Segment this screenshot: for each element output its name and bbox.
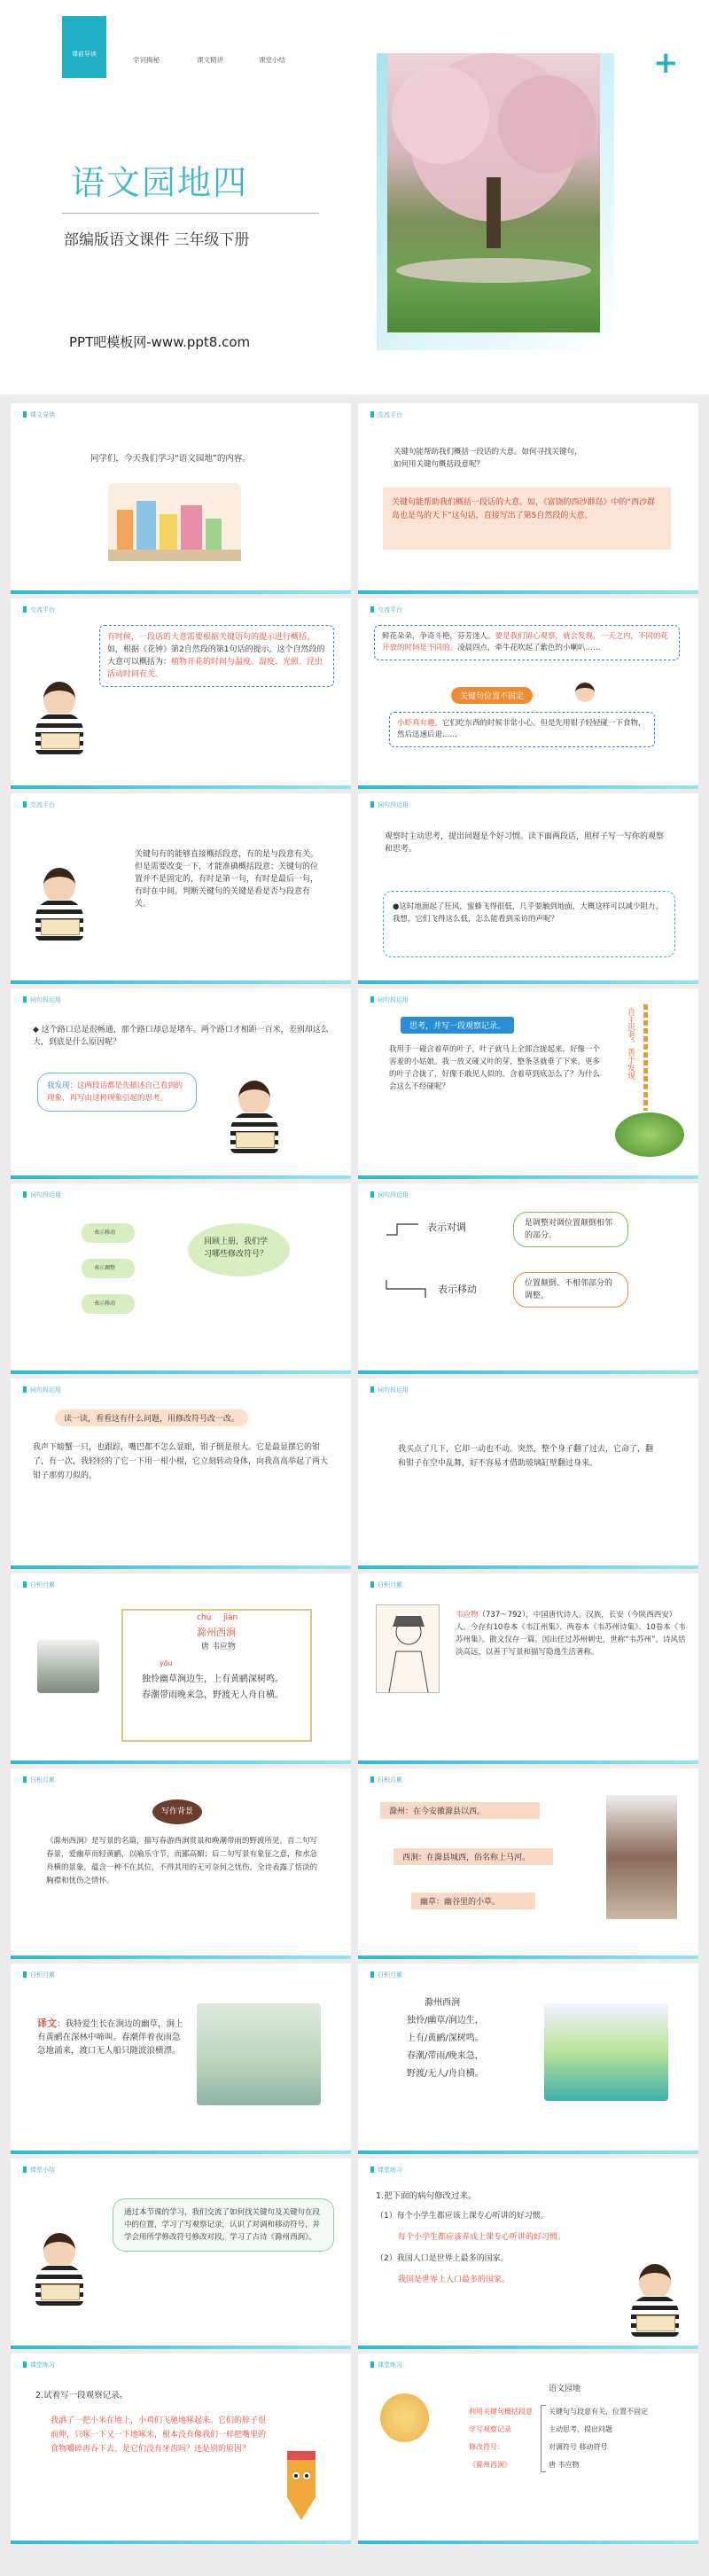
- symbol-card-3: 表示移动: [82, 1294, 135, 1314]
- slide-poem: [11, 1573, 351, 1764]
- example-1-tail: 凌晨四点，牵牛花吹起了紫色的小喇叭……: [457, 644, 601, 652]
- exercise-question: 2.试着写一段观察记录。: [35, 2391, 129, 2400]
- note-2: 西涧：在滁县城西，俗名称上马河。: [393, 1848, 553, 1865]
- slide-rhythm: [358, 1963, 698, 2154]
- slide-intro: [11, 403, 351, 594]
- intro-text-1: 关键句能帮助我们概括一段话的大意。如何寻找关键句，: [393, 448, 582, 457]
- slide-summary: [11, 2158, 351, 2349]
- slide-header: 日积月累: [370, 1971, 402, 1979]
- poem-author: 唐 韦应物: [201, 1643, 236, 1651]
- tip-red-2: 植物开花的时间与温度、湿度、光照、昆虫活动时间有关。: [107, 658, 323, 679]
- review-bubble-text: 回顾上册，我们学习哪些修改符号？: [204, 1237, 269, 1259]
- example-1-red: 要是我们留心观察，就会发现，一天之内，不同的花开放的时间是不同的。: [382, 632, 669, 652]
- slide-author: [358, 1573, 698, 1764]
- example-box: [383, 891, 675, 957]
- slide-position: [358, 598, 698, 789]
- cover-slide: [0, 0, 709, 394]
- slide-mimosa: [358, 988, 698, 1179]
- example-box-2: [389, 712, 655, 747]
- slide-footer-bar: [358, 2346, 698, 2349]
- mindmap-right-3: 对调符号 移动符号: [549, 2443, 608, 2451]
- pinyin-you: yōu: [160, 1659, 173, 1667]
- slide-header: 交流平台: [23, 605, 55, 614]
- slide-footer-bar: [11, 2151, 351, 2154]
- boat-painting: [544, 2003, 668, 2101]
- slide-header: 词句段运用: [370, 800, 409, 809]
- example-text: 关键句能帮助我们概括一段话的大意。如，《富饶的西沙群岛》中的“西沙群岛也是鸟的天下”这句话，直接写出了第5自然段的大意。: [392, 498, 656, 520]
- intro-text-2: 如何用关键句概括段意呢？: [393, 460, 485, 469]
- title-underline: [62, 213, 319, 214]
- girl-reading-illustration: [28, 864, 90, 944]
- slide-footer-bar: [11, 1955, 351, 1959]
- swap-desc: 是调整对调位置颠倒相邻的部分。: [525, 1219, 613, 1240]
- slide-footer-bar: [11, 2346, 351, 2349]
- author-portrait: [376, 1604, 440, 1693]
- slide-symbols-review: [11, 1183, 351, 1374]
- plus-icon[interactable]: +: [653, 45, 679, 81]
- mimosa-text: 我用手一碰含着草的叶子，叶子就马上全部合拢起来，好像一个害羞的小姑娘。我一放又碰又叶的芽，整条茎就垂了下来。更多的叶子合拢了，好像不敢见人似的。含着草到底怎么了？为什么会这么不经碰呢？: [389, 1045, 601, 1091]
- slide-footer-bar: [11, 1370, 351, 1374]
- finding-bubble: [37, 1073, 197, 1112]
- background-badge: [152, 1799, 202, 1824]
- rhythm-line-2: 上有/黄鹂/深树鸣。: [407, 2033, 484, 2043]
- mountain-painting: [606, 1795, 677, 1919]
- example-1-text: 鲜花朵朵，争奇斗艳，芬芳迷人。: [382, 632, 495, 641]
- mindmap-left-3: 修改符号：: [469, 2443, 504, 2451]
- slide-footer-bar: [11, 785, 351, 789]
- slide-footer-bar: [358, 590, 698, 594]
- slide-header: 课堂练习: [370, 2361, 402, 2369]
- slide-footer-bar: [358, 2541, 698, 2544]
- rhythm-line-1: 独怜/幽草/涧边生，: [407, 2016, 484, 2026]
- nav-tab-summary[interactable]: 课堂小结: [259, 56, 285, 64]
- tip-red-1: 有时候，一段话的大意需要根据关键语句的提示进行概括。: [107, 633, 316, 642]
- exercise-answer-2: 我国是世界上人口最多的国家。: [398, 2275, 510, 2284]
- slide-footer-bar: [11, 590, 351, 594]
- slide-header: 词句段运用: [370, 1190, 409, 1199]
- poem-title: 滁州西涧: [197, 1627, 236, 1638]
- mindmap-root: 语文园地: [549, 2385, 581, 2393]
- move-desc-box: [513, 1272, 628, 1308]
- pencil-mascot: [277, 2451, 325, 2522]
- background-badge-text: 写作背景: [160, 1807, 193, 1816]
- slide-edit-1: [11, 1378, 351, 1569]
- review-bubble: [188, 1223, 290, 1276]
- slide-header: 词句段运用: [23, 1386, 61, 1394]
- girl-reading-illustration: [223, 1077, 285, 1157]
- ink-landscape: [37, 1640, 99, 1693]
- slide-footer-bar: [11, 1760, 351, 1764]
- mindmap-right-2: 主动思考，提出问题: [549, 2425, 612, 2433]
- slide-header: 日积月累: [23, 1971, 55, 1979]
- slide-edit-2: [358, 1378, 698, 1569]
- symbol-card-2: 表示调整: [82, 1259, 135, 1278]
- example-box: [383, 488, 671, 550]
- river-painting: [197, 2003, 321, 2105]
- cover-site: PPT吧模板网-www.ppt8.com: [69, 334, 251, 350]
- nav-tab-lesson[interactable]: 课文精讲: [197, 56, 223, 64]
- mindmap-bracket: [541, 2405, 546, 2472]
- slide-footer-bar: [358, 1760, 698, 1764]
- mindmap-left-4: 《滁州西涧》: [469, 2461, 511, 2469]
- tree-illustration: [387, 53, 600, 332]
- slide-background: [11, 1768, 351, 1959]
- slide-footer-bar: [358, 2151, 698, 2154]
- tip-text: 如，根据《花钟》第2自然段的第1句话的提示，这个自然段的大意可以概括为：: [107, 645, 325, 667]
- slide-exercise-2: [11, 2354, 351, 2544]
- move-desc: 位置颠倒、不相邻部分的调整。: [525, 1279, 613, 1300]
- task-pill: 读一读，看看这有什么问题，用修改符号改一改。: [55, 1409, 248, 1426]
- slide-symbols: [358, 1183, 698, 1374]
- question-text: ◆ 这个路口总是很畅通，那个路口却总是堵车。两个路口才相距一百米，差别却这么大，到底是什么原因呢？: [33, 1026, 329, 1047]
- slide-header: 课堂练习: [23, 2361, 55, 2369]
- slide-footer-bar: [11, 980, 351, 984]
- poem-line-2: 春潮带雨晚来急，野渡无人舟自横。: [142, 1690, 284, 1700]
- cover-tree-photo: [387, 53, 600, 332]
- example-text: ●这时地面起了狂风，蜜蜂飞得很低，几乎要触到地面，大概这样可以减少阻力。我想，它们飞得这么低，怎么能看到采访的声呢？: [393, 902, 663, 924]
- summary-box: [113, 2198, 334, 2252]
- edit-passage: 我声下螃蟹一只，也跟踪，嘴巴都不怎么显眼，钳子倒是很大。它是最显摆它的钳了，有一次，我轻轻的了它一下用一根小棍，它立刻转动身体，向我高高举起了两大钳子那剪刀似的。: [33, 1443, 329, 1480]
- slide-header: 交流平台: [370, 605, 402, 614]
- girl-reading-illustration: [624, 2260, 686, 2340]
- slide-footer-bar: [358, 785, 698, 789]
- example-2-text: 它们吃东西的时候非常小心。但是先用钳子轻轻碰一下食物，然后迅速后退……: [397, 719, 646, 739]
- slide-header: 词句段运用: [23, 995, 61, 1004]
- mindmap-left-2: 学写观察记录: [469, 2425, 511, 2433]
- slide-header: 词句段运用: [23, 1190, 61, 1199]
- cover-subtitle: 部编版语文课件 三年级下册: [64, 231, 250, 249]
- slide-crossroad: [11, 988, 351, 1179]
- position-pill: 关键句位置不固定: [451, 687, 533, 704]
- slide-header: 词句段运用: [370, 995, 409, 1004]
- exercise-question: 1.把下面的病句修改过来。: [376, 2191, 477, 2201]
- nav-active-tab[interactable]: 课前导读: [62, 16, 106, 78]
- slide-footer-bar: [358, 1565, 698, 1569]
- translation-text: ：我特爱生长在涧边的幽草，涧上有黄鹂在深林中啼叫。春潮伴着夜雨急急地涌来，渡口无人船只随波浪横漂。: [37, 2019, 183, 2056]
- author-name: 韦应物: [456, 1611, 479, 1620]
- girl-reading-illustration: [28, 678, 90, 758]
- finding-label: 我发现：: [47, 1081, 78, 1090]
- slide-header: 日积月累: [23, 1776, 55, 1784]
- translation-block: [37, 2017, 183, 2057]
- author-bio: [456, 1609, 686, 1659]
- slide-header: 课堂练习: [370, 2166, 402, 2174]
- exercise-answer: 我洒了一把小米在地上，小鸡们飞驰地啄起来。它们的脖子很前伸，只啄一下又一下地啄米，根本没有像我们一样把嘴里的食物嚼碎再吞下去。是它们没有牙齿吗？还是别的原因？: [51, 2416, 267, 2454]
- exercise-item-1: （1）每个小学生都应该上课专心听讲的好习惯。: [376, 2212, 549, 2221]
- slide-header: 日积月累: [370, 1776, 402, 1784]
- author-bio-text: （737～792），中国唐代诗人。汉族，长安（今陕西西安）人。今存有10卷本《韦江州集》、两卷本《韦苏州诗集》、10卷本《韦苏州集》。散文仅存一篇。因出任过苏州刺史，世称“韦苏州”。诗风恬淡高远，以善于写景和描写隐逸生活著称。: [456, 1611, 686, 1657]
- slide-footer-bar: [11, 1175, 351, 1179]
- symbol-card-1: 表示移动: [82, 1223, 135, 1243]
- vertical-slogan: 自主思考、善于发现: [626, 1008, 635, 1080]
- slide-conclusion: [11, 793, 351, 984]
- slide-header: 课堂小结: [23, 2166, 55, 2174]
- move-label: 表示移动: [438, 1284, 477, 1295]
- swap-desc-box: [513, 1212, 628, 1247]
- example-2-red: 小虾真有趣。: [397, 719, 443, 728]
- mindmap-left-1: 利用关键句概括段意: [469, 2408, 533, 2416]
- exercise-answer-1: 每个小学生都应该养成上课专心听讲的好习惯。: [398, 2233, 566, 2242]
- slide-footer-bar: [11, 2541, 351, 2544]
- note-1: 滁州：在今安徽滁县以西。: [380, 1802, 540, 1819]
- flower-decor: [380, 2393, 429, 2442]
- school-illustration: [108, 483, 241, 561]
- slide-key-sentence: [358, 403, 698, 594]
- poem-line-1: 独怜幽草涧边生，上有黄鹂深树鸣。: [142, 1674, 284, 1684]
- translation-label: 译文: [37, 2018, 57, 2029]
- tip-box: [99, 625, 334, 687]
- slide-header: 交流平台: [370, 410, 402, 419]
- slide-header: 日积月累: [23, 1581, 55, 1589]
- conclusion-text: 关键句有的能够直接概括段意，有的是与段意有关。但是需要改变一下，才能准确概括段意；关键句的位置并不是固定的，有时是第一句，有时是最后一句，有时在中间。判断关键句的关键是看是否与段意有关。: [135, 850, 319, 909]
- slide-translation: [11, 1963, 351, 2154]
- vertical-chain-decor: [643, 1004, 648, 1111]
- slide-footer-bar: [358, 1955, 698, 1959]
- note-3: 幽草：幽谷里的小草。: [411, 1893, 535, 1909]
- rhythm-title: 滁州西涧: [425, 1998, 460, 2008]
- mimosa-photo: [615, 1112, 684, 1157]
- move-symbol-icon: [385, 1276, 429, 1303]
- slide-summarize: [11, 598, 351, 789]
- nav-tab-words[interactable]: 学词揭秘: [133, 56, 160, 64]
- swap-symbol-icon: [385, 1221, 420, 1238]
- slide-header: 日积月累: [370, 1581, 402, 1589]
- observe-text: 观察时主动思考，提出问题是个好习惯。读下面两段话，照样子写一写你的观察和思考。: [385, 832, 665, 854]
- rhythm-line-4: 野渡/无人/舟自横。: [407, 2069, 484, 2079]
- pinyin-jian: jiàn: [223, 1613, 238, 1622]
- slide-footer-bar: [358, 980, 698, 984]
- swap-label: 表示对调: [427, 1222, 466, 1233]
- pinyin-chu: chú: [197, 1613, 212, 1622]
- example-box-1: [374, 625, 680, 660]
- slide-mindmap: [358, 2354, 698, 2544]
- slide-header: 交流平台: [23, 800, 55, 809]
- cover-title: 语文园地四: [71, 163, 249, 202]
- girl-icon: [575, 683, 595, 702]
- slide-footer-bar: [358, 1370, 698, 1374]
- intro-line: 同学们，今天我们学习“语文园地”的内容。: [90, 454, 251, 464]
- slide-header: 词句段运用: [370, 1386, 409, 1394]
- slide-observe: [358, 793, 698, 984]
- girl-reading-illustration: [28, 2229, 90, 2309]
- finding-text: 这两段话都是先描述自己看到的现象，再写由这种现象引起的思考。: [47, 1081, 183, 1103]
- task-pill: 思考，并写一段观察记录。: [401, 1017, 514, 1034]
- summary-text: 通过本节课的学习，我们交流了如何找关键句及关键句在段中的位置，学习了写观察记录，认识了对调和移动符号，并学会用所学修改符号修改对段，学习了古诗《滁州西涧》。: [124, 2208, 321, 2242]
- background-text: 《滁州西涧》是写景的名篇，描写春游西涧赏景和晚潮带雨的野渡所见。首二句写春景，爱幽草而轻黄鹂，以喻乐守节，而鄙高媚；后二句写景有象征之意，和水急舟横的景象，蕴含一种不在其位，不得其用的无可奈何之忧伤。全诗表露了恬淡的胸襟和忧伤之情怀。: [46, 1837, 318, 1885]
- mindmap-right-4: 唐 韦应物: [549, 2461, 580, 2469]
- slide-exercise-1: [358, 2158, 698, 2349]
- exercise-item-2: （2）我国人口是世界上最多的国家。: [376, 2254, 509, 2263]
- mindmap-right-1: 关键句与段意有关，位置不固定: [549, 2408, 648, 2416]
- slide-notes: [358, 1768, 698, 1959]
- slide-footer-bar: [358, 1175, 698, 1179]
- slide-footer-bar: [11, 1565, 351, 1569]
- slide-header: 课文导读: [23, 410, 55, 419]
- rhythm-line-3: 春潮/带雨/晚来急，: [407, 2051, 484, 2061]
- edit-passage: 我买点了几下，它却一动也不动。突然，整个身子翻了过去，它命了，翻和钳子在空中乱舞，好不容易才借助玻璃缸壁翻过身来。: [398, 1445, 654, 1468]
